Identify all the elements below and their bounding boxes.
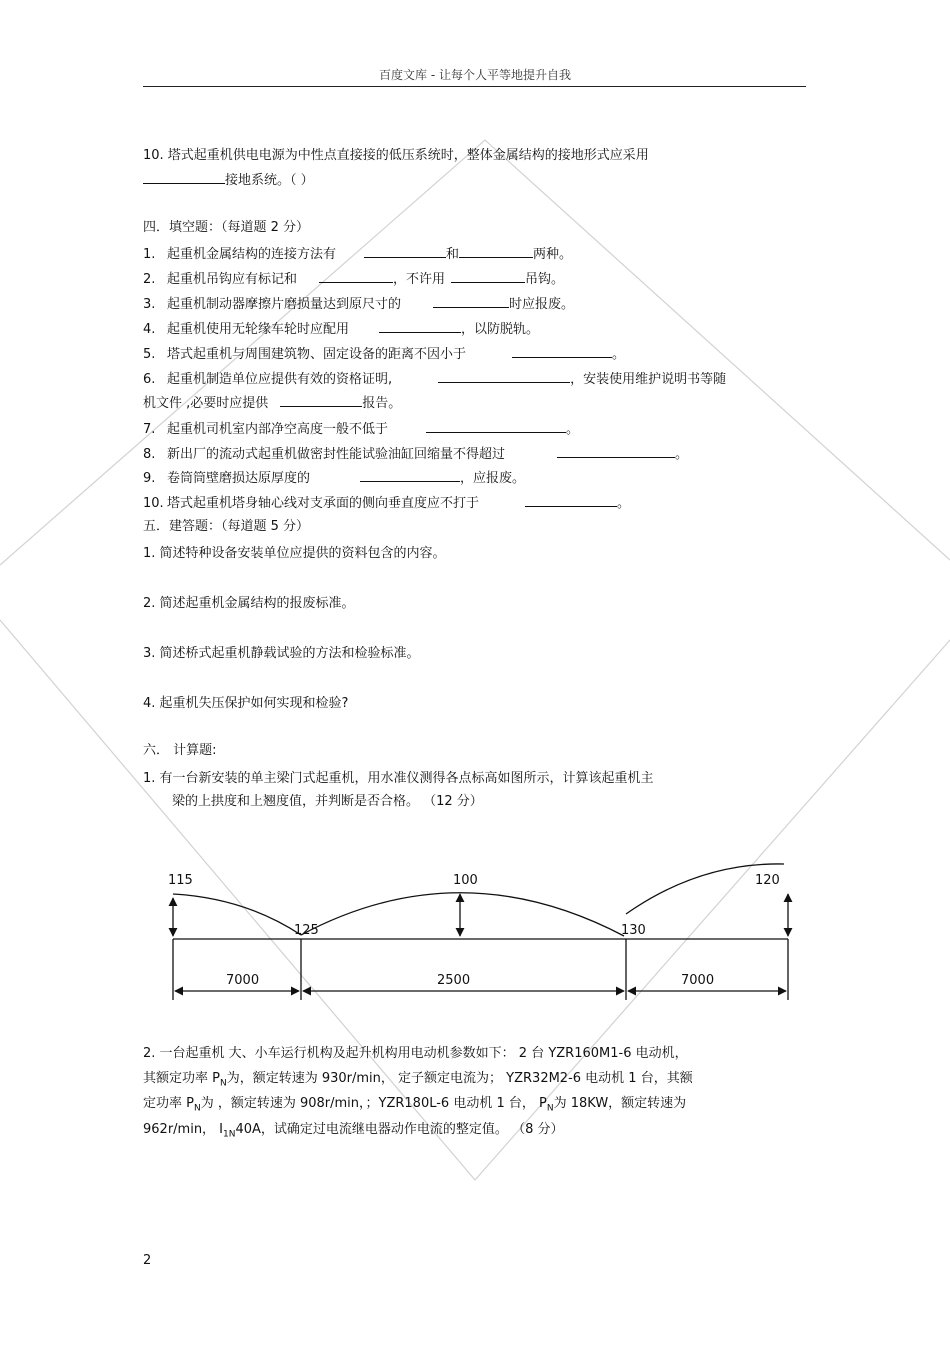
answer-blank[interactable] [360,469,460,482]
height-label-left: 115 [168,873,193,888]
calc-q2-line3: 定功率 $P_N$为 ，额定转速为 908r/min，；YZR180L-6 电动机 1 台， $P_N$为 18KW，额定转速为 [143,1096,687,1114]
fill-item-8: 8. 新出厂的流动式起重机做密封性能试验油缸回缩量不得超过 。 [143,447,689,462]
fill-item-5: 5. 塔式起重机与周围建筑物、固定设备的距离不因小于 。 [143,347,626,362]
calc-q1-line1: 1. 有一台新安装的单主梁门式起重机，用水准仪测得各点标高如图所示，计算该起重机主 [143,771,654,786]
answer-blank[interactable] [364,245,446,258]
calc-q2-line2: 其额定功率 $P_N$为，额定转速为 930r/min， 定子额定电流为； YZR32M2-6 电动机 1 台，其额 [143,1071,693,1089]
height-label-center: 100 [453,873,478,888]
answer-blank[interactable] [433,295,509,308]
prev-q10-line1: 10. 塔式起重机供电电源为中性点直接接的低压系统时，整体金属结构的接地形式应采用 [143,148,649,163]
height-label-right-mid: 130 [621,923,646,938]
answer-blank[interactable] [280,394,362,407]
span-label-right: 7000 [681,973,715,988]
fill-item-1: 1. 起重机金属结构的连接方法有 和 两种。 [143,247,573,262]
fill-item-9: 9. 卷筒筒壁磨损达原厚度的 ，应报废。 [143,471,526,486]
fill-item-6-cont: 机文件 ,必要时应提供 报告。 [143,396,402,411]
fill-item-3: 3. 起重机制动器摩擦片磨损量达到原尺寸的 时应报废。 [143,297,575,312]
girder-elevation-figure [0,840,950,1020]
answer-blank[interactable] [426,420,566,433]
fill-item-6: 6. 起重机制造单位应提供有效的资格证明, ，安装使用维护说明书等随 [143,372,727,387]
calc-section-title: 六． 计算题: [143,743,217,758]
height-label-right: 120 [755,873,780,888]
short-item-4: 4. 起重机失压保护如何实现和检验? [143,696,349,711]
header-rule [143,86,806,87]
fill-item-2: 2. 起重机吊钩应有标记和 ，不许用 吊钩。 [143,272,565,287]
page-header: 百度文库 - 让每个人平等地提升自我 [379,68,571,82]
answer-blank[interactable] [319,270,393,283]
left-cantilever-curve [173,894,301,935]
span-label-left: 7000 [226,973,260,988]
fill-item-7: 7. 起重机司机室内部净空高度一般不低于 。 [143,422,580,437]
answer-blank[interactable] [512,345,612,358]
fill-item-10: 10. 塔式起重机塔身轴心线对支承面的侧向垂直度应不打于 。 [143,496,631,511]
short-section-title: 五．建答题：（每道题 5 分） [143,519,310,534]
height-label-left-mid: 125 [294,923,319,938]
short-item-1: 1. 简述特种设备安装单位应提供的资料包含的内容。 [143,546,446,561]
answer-blank[interactable] [451,270,525,283]
answer-blank[interactable] [459,245,533,258]
main-span-curve [301,893,624,936]
span-label-center: 2500 [437,973,471,988]
answer-blank[interactable] [143,171,225,184]
calc-q2-line4: 962r/min， $I_{1N}40A$，试确定过电流继电器动作电流的整定值。 （8 分） [143,1122,564,1140]
answer-blank[interactable] [557,445,675,458]
fill-section-title: 四．填空题：（每道题 2 分） [143,220,310,235]
short-item-3: 3. 简述桥式起重机静载试验的方法和检验标准。 [143,646,420,661]
fill-item-4: 4. 起重机使用无轮缘车轮时应配用 ，以防脱轨。 [143,322,540,337]
prev-q10-line2: 接地系统。（ ） [143,171,314,190]
page-number: 2 [143,1253,152,1268]
right-cantilever-curve [626,864,784,914]
short-item-2: 2. 简述起重机金属结构的报废标准。 [143,596,355,611]
calc-q2-line1: 2. 一台起重机 大、小车运行机构及起升机构用电动机参数如下： 2 台 YZR160M1-6 电动机， [143,1046,688,1061]
answer-blank[interactable] [525,494,617,507]
calc-q1-line2: 梁的上拱度和上翘度值，并判断是否合格。 （12 分） [172,794,483,809]
answer-blank[interactable] [379,320,461,333]
answer-blank[interactable] [438,370,570,383]
